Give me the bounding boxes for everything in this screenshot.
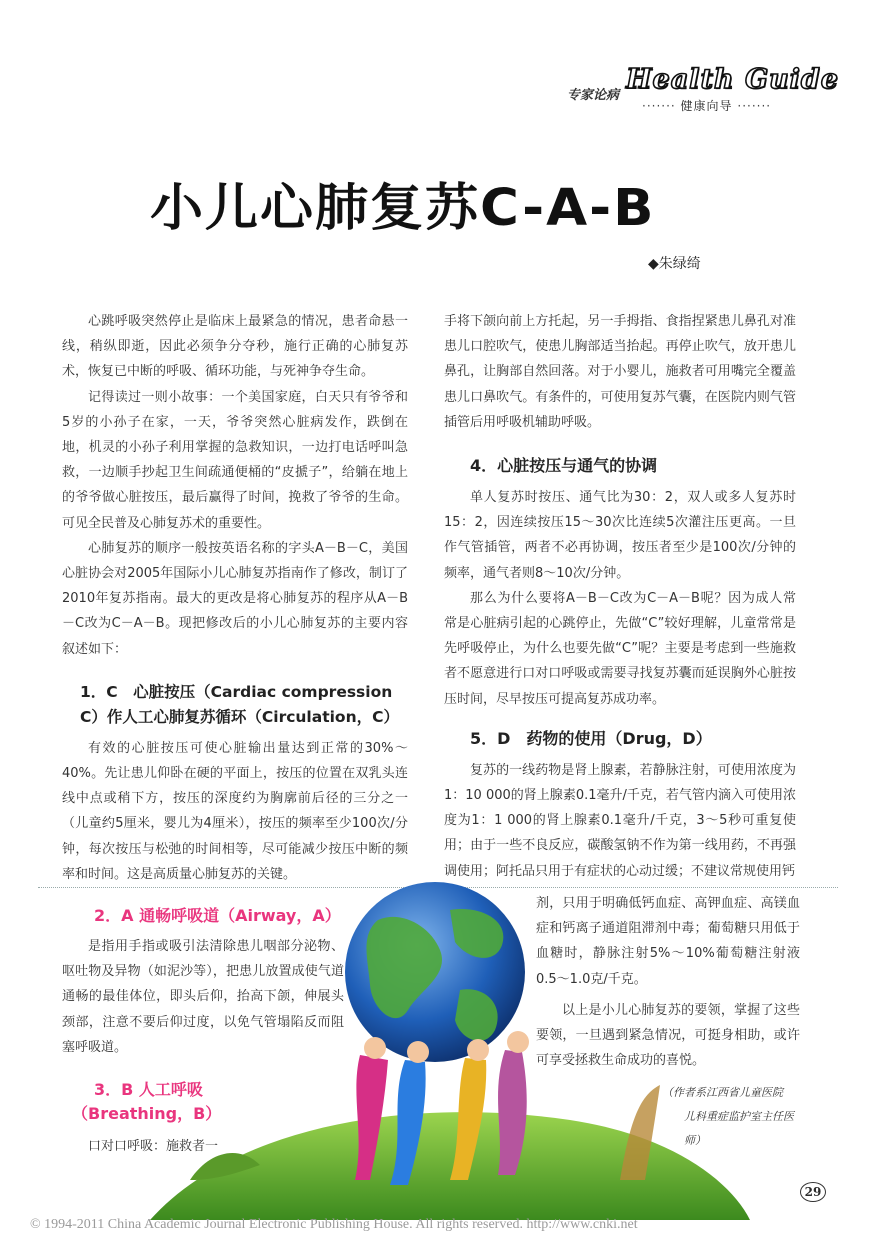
intro-paragraph: 心跳呼吸突然停止是临床上最紧急的情况，患者命悬一线，稍纵即逝，因此必须争分夺秒，施行正确的心肺复苏术，恢复已中断的呼吸、循环功能，与死神争夺生命。 bbox=[62, 314, 408, 380]
story-paragraph: 记得读过一则小故事：一个美国家庭，白天只有爷爷和5岁的小孙子在家，一天，爷爷突然心脏病发作，跌倒在地，机灵的小孙子利用掌握的急救知识，一边打电话呼叫急救，一边顺手抄起卫生间疏通便桶的“皮搋子”，给躺在地上的爷爷做心脏按压，最后赢得了时间，挽救了爷爷的生命。可见全民普及心肺复苏术的重要性。 bbox=[62, 389, 408, 531]
copyright-footer: © 1994-2011 China Academic Journal Electronic Publishing House. All rights reserved. http://www.cnki.net bbox=[30, 1217, 638, 1232]
conclusion-paragraph: 以上是小儿心肺复苏的要领，掌握了这些要领，一旦遇到紧急情况，可挺身相助，或许可享受拯救生命成功的喜悦。 bbox=[536, 1002, 800, 1069]
order-paragraph: 心肺复苏的顺序一般按英语名称的字头A－B－C，美国心脏协会对2005年国际小儿心肺复苏指南作了修改，制订了2010年复苏指南。最大的更改是将心肺复苏的程序从A－B－C改为C－A－B。现把修改后的小儿心肺复苏的主要内容叙述如下： bbox=[62, 540, 408, 657]
section4-paragraph-1: 单人复苏时按压、通气比为30：2，双人或多人复苏时15：2，因连续按压15～30次比连续5次灌注压更高。一旦作气管插管，两者不必再协调，按压者至少是100次/分钟的频率，通气者则8～10次/分钟。 bbox=[444, 490, 796, 581]
section3-heading-line1: 3．B 人工呼吸 bbox=[94, 1080, 203, 1100]
column-tag: 专家论病 bbox=[567, 88, 620, 103]
page-number: 29 bbox=[800, 1182, 826, 1202]
section2-heading: 2．A 通畅呼吸道（Airway，A） bbox=[94, 906, 341, 925]
author-credit-line2: 儿科重症监护室主任医师） bbox=[684, 1110, 794, 1148]
section5-continued: 剂，只用于明确低钙血症、高钾血症、高镁血症和钙离子通道阻滞剂中毒；葡萄糖只用低于血糖时，静脉注射5%～10%葡萄糖注射液0.5～1.0克/千克。 bbox=[536, 896, 800, 987]
section5-heading: 5．D 药物的使用（Drug，D） bbox=[470, 728, 712, 748]
author-credit-line1: （作者系江西省儿童医院 bbox=[662, 1086, 783, 1100]
section3-text: 口对口呼吸：施救者一 bbox=[88, 1139, 219, 1155]
breathing-continued: 手将下颌向前上方托起，另一手拇指、食指捏紧患儿鼻孔对准患儿口腔吹气，使患儿胸部适当抬起。再停止吹气，放开患儿鼻孔，让胸部自然回落。对于小婴儿，施救者可用嘴完全覆盖患儿口鼻吹气。有条件的，可使用复苏气囊，在医院内则气管插管后用呼吸机辅助呼吸。 bbox=[444, 314, 796, 430]
lower-right-column bbox=[536, 891, 800, 1153]
brand-subtitle-text: 健康向导 bbox=[680, 99, 733, 113]
left-column bbox=[62, 309, 408, 887]
dots-right: ······· bbox=[737, 99, 772, 113]
section1-text: 有效的心脏按压可使心脏输出量达到正常的30%～40%。先让患儿仰卧在硬的平面上，按压的位置在双乳头连线中点或稍下方，按压的深度约为胸廓前后径的三分之一（儿童约5厘米，婴儿为4厘米），按压的频率至少100次/分钟，每次按压与松弛的时间相等，尽可能减少按压中断的频率和时间。这是高质量心肺复苏的关键。 bbox=[62, 740, 408, 882]
lower-left-column bbox=[62, 904, 352, 1159]
section3-heading-line2: （Breathing，B） bbox=[72, 1104, 222, 1124]
section5-text: 复苏的一线药物是肾上腺素，若静脉注射，可使用浓度为1：10 000的肾上腺素0.1毫升/千克，若气管内滴入可使用浓度为1：1 000的肾上腺素0.1毫升/千克，3～5秒可重复使用；由于一些不良反应，碳酸氢钠不作为第一线用药，不再强调使用；阿托品只用于有症状的心动过缓；不建议常规使用钙 bbox=[444, 762, 796, 879]
section4-paragraph-2: 那么为什么要将A－B－C改为C－A－B呢？因为成人常常是心脏病引起的心跳停止，先做“C”较好理解，儿童常常是先呼吸停止，为什么也要先做“C”呢？主要是考虑到一些施救者不愿意进行口对口呼吸或需要寻找复苏囊而延误胸外心脏按压时间，尽早按压可提高复苏成功率。 bbox=[444, 590, 796, 707]
dots-left: ······· bbox=[642, 99, 676, 113]
brand-logo: Health Guide bbox=[626, 64, 839, 95]
article-title: 小儿心肺复苏C-A-B bbox=[150, 179, 656, 238]
section4-heading: 4．心脏按压与通气的协调 bbox=[470, 456, 658, 476]
article-author: ◆朱绿绮 bbox=[648, 256, 701, 272]
section2-text: 是指用手指或吸引法清除患儿咽部分泌物、呕吐物及异物（如泥沙等），把患儿放置成使气道通畅的最佳体位，即头后仰，抬高下颌，伸展头颈部，注意不要后仰过度，以免气管塌陷反而阻塞呼吸道。 bbox=[62, 939, 344, 1055]
right-column bbox=[444, 309, 796, 884]
section1-heading: 1．C 心脏按压（Cardiac compression C）作人工心肺复苏循环（Circulation，C） bbox=[80, 682, 399, 726]
brand-subtitle bbox=[642, 97, 771, 114]
